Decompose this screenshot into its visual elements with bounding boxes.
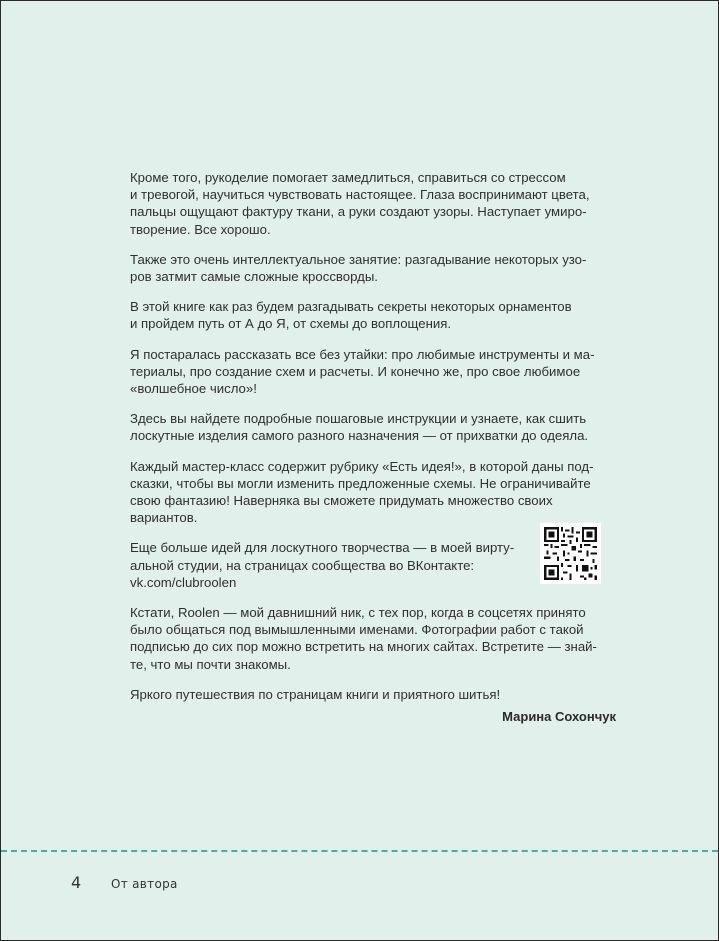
paragraph-roolen: Кстати, Roolen — мой давнишний ник, с тех пор, когда в соцсетях принято было общаться под вымышленными именами. Фотографии работ с такой подписью до сих пор можно встретить на многих сайтах. Встретите — знай- те, что мы почти знакомы. (130, 605, 597, 672)
paragraph-book-purpose: В этой книге как раз будем разгадывать секреты некоторых орнаментов и пройдем путь от А до Я, от схемы до воплощения. (130, 299, 572, 332)
footer-divider (1, 850, 718, 852)
paragraph-intellectual: Также это очень интеллектуальное занятие: разгадывание некоторых узо- ров затмит самые сложные кроссворды. (130, 251, 587, 285)
running-footer-section: От автора (111, 877, 178, 891)
qr-code-graphic (540, 523, 601, 584)
author-foreword-text (130, 169, 610, 716)
qr-code-icon[interactable] (540, 523, 601, 584)
paragraph-closing: Яркого путешествия по страницам книги и приятного шитья! (130, 686, 501, 702)
page-number: 4 (71, 873, 82, 892)
paragraph-ideas: Каждый мастер-класс содержит рубрику «Есть идея!», в которой даны под- сказки, чтобы вы могли изменить предложенные схемы. Не ограничивайте свою фантазию! Наверняка вы сможете придумать множество своих вариантов. (130, 458, 594, 526)
paragraph-vk-studio: Еще больше идей для лоскутного творчества — в моей вирту- альной студии, на страницах сообщества во ВКонтакте: vk.com/clubroolen (130, 540, 515, 590)
paragraph-intro: Кроме того, рукоделие помогает замедлиться, справиться со стрессом и тревогой, научиться чувствовать настоящее. Глаза воспринимают цвета, пальцы ощущают фактуру ткани, а руки создают узоры. Наступает умиро- творение. Все хорошо. (130, 170, 590, 237)
paragraph-instructions: Здесь вы найдете подробные пошаговые инструкции и узнаете, как сшить лоскутные изделия самого разного назначения — от прихватки до одеяла. (130, 411, 589, 444)
author-signature: Марина Сохончук (502, 709, 616, 724)
paragraph-materials: Я постаралась рассказать все без утайки: про любимые инструменты и ма- териалы, про создание схем и расчеты. И конечно же, про свое любимое «волшебное число»! (130, 346, 595, 397)
